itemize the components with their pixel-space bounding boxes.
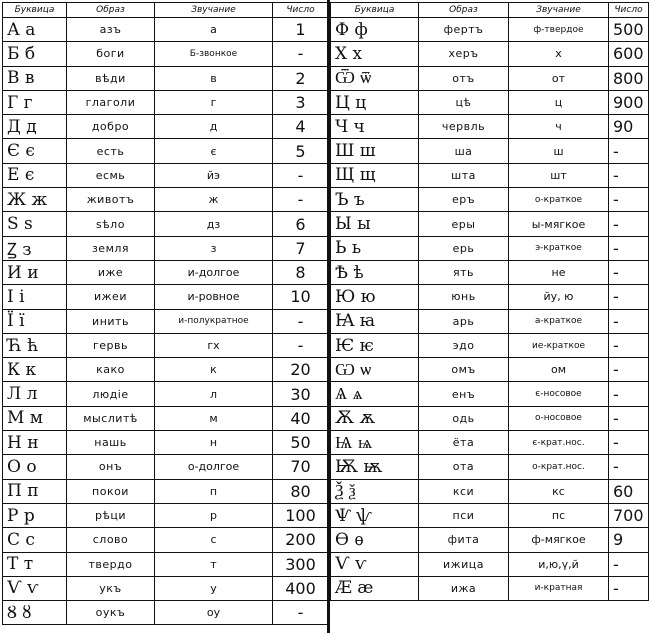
table-row [331, 309, 649, 333]
sound-cell: ие-краткое [509, 333, 609, 357]
name-cell: фита [419, 528, 509, 552]
letter-cell: Ѱ ѱ [331, 503, 419, 527]
name-cell: мыслитѣ [67, 406, 155, 430]
letter-cell: Ѵ ѵ [3, 576, 67, 600]
table-row [3, 576, 329, 600]
sound-cell: от [509, 66, 609, 90]
table-row [331, 188, 649, 212]
table-row [331, 576, 649, 600]
number-cell: 10 [273, 285, 329, 309]
sound-cell: к [155, 358, 273, 382]
letter-cell: Ѡ ѡ [331, 358, 419, 382]
name-cell: фертъ [419, 18, 509, 42]
table-row [3, 285, 329, 309]
name-cell: вѣди [67, 66, 155, 90]
table-row [331, 90, 649, 114]
name-cell: червль [419, 115, 509, 139]
sound-cell: Б-звонкое [155, 42, 273, 66]
table-row [3, 309, 329, 333]
name-cell: рѣци [67, 503, 155, 527]
table-row [331, 503, 649, 527]
number-cell: 50 [273, 431, 329, 455]
table-row [3, 42, 329, 66]
number-cell: - [609, 139, 649, 163]
name-cell: ша [419, 139, 509, 163]
table-row [331, 139, 649, 163]
name-cell: ёта [419, 431, 509, 455]
number-cell: - [273, 188, 329, 212]
number-cell: 4 [273, 115, 329, 139]
sound-cell: л [155, 382, 273, 406]
number-cell: 80 [273, 479, 329, 503]
number-cell: - [609, 309, 649, 333]
name-cell: омъ [419, 358, 509, 382]
table-row [331, 115, 649, 139]
name-cell: нашь [67, 431, 155, 455]
number-cell: 30 [273, 382, 329, 406]
table-row [3, 188, 329, 212]
letter-cell: Ѵ ѵ [331, 552, 419, 576]
sound-cell: о-носовое [509, 406, 609, 430]
letter-cell: Х х [331, 42, 419, 66]
name-cell: животъ [67, 188, 155, 212]
sound-cell: шт [509, 163, 609, 187]
number-cell: 8 [273, 260, 329, 284]
letter-cell: Ћ ћ [3, 333, 67, 357]
sound-cell: ы-мягкое [509, 212, 609, 236]
sound-cell: ж [155, 188, 273, 212]
name-cell: добро [67, 115, 155, 139]
sound-cell: о-долгое [155, 455, 273, 479]
sound-cell: и-кратная [509, 576, 609, 600]
table-row [331, 236, 649, 260]
left-table-body [3, 18, 329, 625]
number-cell: 400 [273, 576, 329, 600]
name-cell: одь [419, 406, 509, 430]
table-row [3, 431, 329, 455]
name-cell: глаголи [67, 90, 155, 114]
sound-cell: ч [509, 115, 609, 139]
sound-cell: йу, ю [509, 285, 609, 309]
letter-cell: Ц ц [331, 90, 419, 114]
letter-cell: О о [3, 455, 67, 479]
name-cell: арь [419, 309, 509, 333]
table-row [3, 479, 329, 503]
number-cell: 9 [609, 528, 649, 552]
table-row [331, 18, 649, 42]
letter-cell: Д д [3, 115, 67, 139]
letter-cell: Ꙁ з [3, 236, 67, 260]
name-cell: ять [419, 260, 509, 284]
name-cell: ота [419, 455, 509, 479]
number-cell: 900 [609, 90, 649, 114]
number-cell: - [609, 163, 649, 187]
header-letter: Буквица [331, 3, 419, 18]
sound-cell: э-краткое [509, 236, 609, 260]
sound-cell: пс [509, 503, 609, 527]
number-cell: - [609, 188, 649, 212]
number-cell: 100 [273, 503, 329, 527]
table-row [3, 552, 329, 576]
sound-cell: а-краткое [509, 309, 609, 333]
name-cell: боги [67, 42, 155, 66]
letter-cell: Ѳ ѳ [331, 528, 419, 552]
number-cell: - [273, 42, 329, 66]
header-number: Число [273, 3, 329, 18]
table-row [3, 212, 329, 236]
number-cell: 200 [273, 528, 329, 552]
table-row [3, 115, 329, 139]
name-cell: енъ [419, 382, 509, 406]
number-cell: 6 [273, 212, 329, 236]
name-cell: ижа [419, 576, 509, 600]
sound-cell: д [155, 115, 273, 139]
number-cell: - [609, 455, 649, 479]
name-cell: како [67, 358, 155, 382]
number-cell: 2 [273, 66, 329, 90]
number-cell: 20 [273, 358, 329, 382]
name-cell: азъ [67, 18, 155, 42]
number-cell: 700 [609, 503, 649, 527]
table-row [3, 406, 329, 430]
number-cell: - [609, 260, 649, 284]
table-row [3, 333, 329, 357]
table-row [331, 285, 649, 309]
name-cell: пси [419, 503, 509, 527]
number-cell: 1 [273, 18, 329, 42]
sound-cell: дз [155, 212, 273, 236]
sound-cell: и-долгое [155, 260, 273, 284]
sound-cell: о-крат.нос. [509, 455, 609, 479]
letter-cell: М м [3, 406, 67, 430]
letter-cell: Ѕ ѕ [3, 212, 67, 236]
number-cell: - [609, 236, 649, 260]
sound-cell: є-крат.нос. [509, 431, 609, 455]
number-cell: 600 [609, 42, 649, 66]
header-name: Образ [67, 3, 155, 18]
number-cell: 300 [273, 552, 329, 576]
table-row [331, 406, 649, 430]
sound-cell: с [155, 528, 273, 552]
number-cell: - [609, 552, 649, 576]
table-row [331, 42, 649, 66]
sound-cell: йэ [155, 163, 273, 187]
name-cell: цѣ [419, 90, 509, 114]
number-cell: - [273, 309, 329, 333]
letter-cell: Ѥ ѥ [331, 333, 419, 357]
table-row [331, 66, 649, 90]
letter-cell: Ї ї [3, 309, 67, 333]
sound-cell: р [155, 503, 273, 527]
table-row [331, 528, 649, 552]
letter-cell: І і [3, 285, 67, 309]
letter-cell: Б б [3, 42, 67, 66]
name-cell: херъ [419, 42, 509, 66]
sound-cell: в [155, 66, 273, 90]
name-cell: ижица [419, 552, 509, 576]
name-cell: шта [419, 163, 509, 187]
name-cell: людіе [67, 382, 155, 406]
sound-cell: н [155, 431, 273, 455]
header-sound: Звучание [155, 3, 273, 18]
sound-cell: ф-мягкое [509, 528, 609, 552]
sound-cell: т [155, 552, 273, 576]
letter-cell: Р р [3, 503, 67, 527]
name-cell: земля [67, 236, 155, 260]
name-cell: иже [67, 260, 155, 284]
sound-cell: ц [509, 90, 609, 114]
name-cell: укъ [67, 576, 155, 600]
table-row [3, 163, 329, 187]
letter-cell: Ѫ ѫ [331, 406, 419, 430]
number-cell: 90 [609, 115, 649, 139]
table-row [3, 528, 329, 552]
name-cell: есмь [67, 163, 155, 187]
letter-cell: Ы ы [331, 212, 419, 236]
letter-cell: К к [3, 358, 67, 382]
number-cell: - [609, 576, 649, 600]
letter-cell: Н н [3, 431, 67, 455]
table-row [331, 382, 649, 406]
number-cell: 3 [273, 90, 329, 114]
header-row [3, 3, 329, 18]
name-cell: слово [67, 528, 155, 552]
table-row [3, 90, 329, 114]
sound-cell: х [509, 42, 609, 66]
name-cell: оукъ [67, 601, 155, 625]
left-alphabet-table [2, 2, 329, 625]
name-cell: ерь [419, 236, 509, 260]
letter-cell: Ꙗ ꙗ [331, 309, 419, 333]
table-row [3, 66, 329, 90]
letter-cell: Ч ч [331, 115, 419, 139]
number-cell: 7 [273, 236, 329, 260]
name-cell: онъ [67, 455, 155, 479]
letter-cell: П п [3, 479, 67, 503]
sound-cell: г [155, 90, 273, 114]
sound-cell: о-краткое [509, 188, 609, 212]
table-row [331, 455, 649, 479]
letter-cell: Щ щ [331, 163, 419, 187]
letter-cell: Ж ж [3, 188, 67, 212]
letter-cell: Ѩ ѩ [331, 431, 419, 455]
sound-cell: не [509, 260, 609, 284]
name-cell: инить [67, 309, 155, 333]
sound-cell: и-полукратное [155, 309, 273, 333]
table-row [331, 431, 649, 455]
letter-cell: Ӕ ӕ [331, 576, 419, 600]
letter-cell: Е є [3, 163, 67, 187]
table-row [3, 455, 329, 479]
sound-cell: и,ю,ү,й [509, 552, 609, 576]
name-cell: твердо [67, 552, 155, 576]
name-cell: эдо [419, 333, 509, 357]
name-cell: отъ [419, 66, 509, 90]
letter-cell: С с [3, 528, 67, 552]
table-row [3, 503, 329, 527]
number-cell: 40 [273, 406, 329, 430]
table-row [331, 212, 649, 236]
number-cell: - [609, 333, 649, 357]
sound-cell: а [155, 18, 273, 42]
sound-cell: є [155, 139, 273, 163]
number-cell: 60 [609, 479, 649, 503]
sound-cell: у [155, 576, 273, 600]
letter-cell: Ю ю [331, 285, 419, 309]
letter-cell: Ѯ ѯ [331, 479, 419, 503]
header-number: Число [609, 3, 649, 18]
table-row [331, 333, 649, 357]
table-row [3, 382, 329, 406]
letter-cell: Ѣ ѣ [331, 260, 419, 284]
table-row [3, 236, 329, 260]
header-letter: Буквица [3, 3, 67, 18]
number-cell: 800 [609, 66, 649, 90]
letter-cell: Г г [3, 90, 67, 114]
header-name: Образ [419, 3, 509, 18]
letter-cell: Ȣ ȣ [3, 601, 67, 625]
letter-cell: Ш ш [331, 139, 419, 163]
table-row [3, 18, 329, 42]
letter-cell: Ф ф [331, 18, 419, 42]
name-cell: кси [419, 479, 509, 503]
number-cell: - [273, 333, 329, 357]
number-cell: - [609, 406, 649, 430]
letter-cell: Ѧ ѧ [331, 382, 419, 406]
number-cell: - [273, 163, 329, 187]
table-row [3, 260, 329, 284]
table-row [331, 358, 649, 382]
header-row [331, 3, 649, 18]
table-row [3, 358, 329, 382]
letter-cell: Є є [3, 139, 67, 163]
sound-cell: м [155, 406, 273, 430]
number-cell: 5 [273, 139, 329, 163]
sound-cell: ом [509, 358, 609, 382]
number-cell: - [609, 285, 649, 309]
header-sound: Звучание [509, 3, 609, 18]
table-row [331, 552, 649, 576]
name-cell: ѕѣло [67, 212, 155, 236]
sound-cell: з [155, 236, 273, 260]
letter-cell: Ѭ ѭ [331, 455, 419, 479]
table-row [3, 601, 329, 625]
number-cell: - [609, 212, 649, 236]
name-cell: есть [67, 139, 155, 163]
table-row [331, 163, 649, 187]
letter-cell: И и [3, 260, 67, 284]
right-alphabet-table [330, 2, 649, 601]
sound-cell: ф-твердое [509, 18, 609, 42]
sound-cell: кс [509, 479, 609, 503]
name-cell: покои [67, 479, 155, 503]
letter-cell: Ъ ъ [331, 188, 419, 212]
table-row [331, 260, 649, 284]
letter-cell: Л л [3, 382, 67, 406]
letter-cell: Ѿ ѿ [331, 66, 419, 90]
sound-cell: гх [155, 333, 273, 357]
right-table-body [331, 18, 649, 601]
name-cell: еры [419, 212, 509, 236]
sound-cell: оу [155, 601, 273, 625]
number-cell: 500 [609, 18, 649, 42]
table-row [331, 479, 649, 503]
letter-cell: Т т [3, 552, 67, 576]
sound-cell: ш [509, 139, 609, 163]
sound-cell: є-носовое [509, 382, 609, 406]
name-cell: ижеи [67, 285, 155, 309]
name-cell: юнь [419, 285, 509, 309]
number-cell: 70 [273, 455, 329, 479]
letter-cell: А а [3, 18, 67, 42]
sound-cell: и-ровное [155, 285, 273, 309]
number-cell: - [609, 431, 649, 455]
sound-cell: п [155, 479, 273, 503]
letter-cell: В в [3, 66, 67, 90]
letter-cell: Ь ь [331, 236, 419, 260]
number-cell: - [609, 358, 649, 382]
name-cell: гервь [67, 333, 155, 357]
name-cell: еръ [419, 188, 509, 212]
number-cell: - [273, 601, 329, 625]
table-row [3, 139, 329, 163]
number-cell: - [609, 382, 649, 406]
